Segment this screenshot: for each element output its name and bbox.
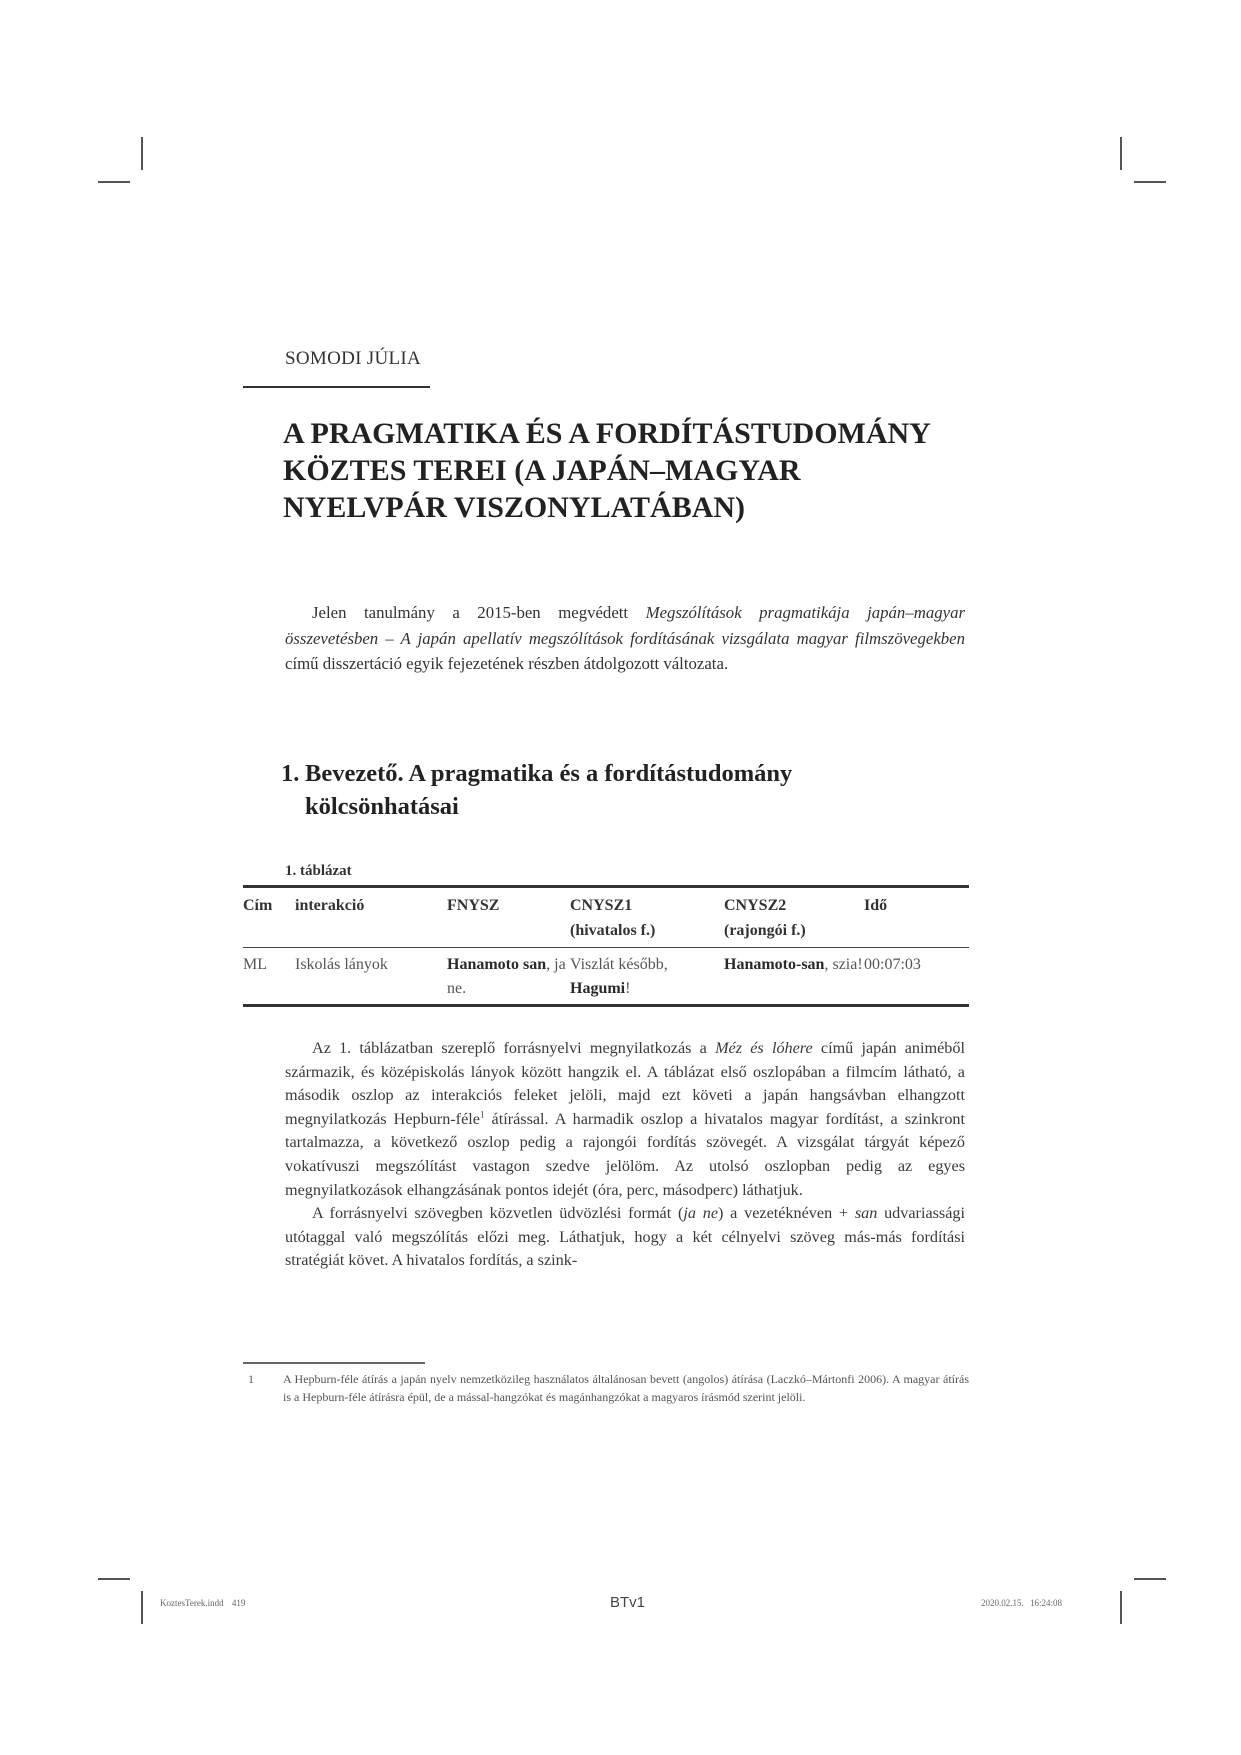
author-name: SOMODI JÚLIA <box>285 348 422 369</box>
header-cnysz1: CNYSZ1 (hivatalos f.) <box>570 897 656 939</box>
crop-mark-top-right-vertical <box>1120 137 1122 170</box>
abstract-text: című disszertáció egyik fejezetének részben átdolgozott változata. <box>285 654 729 673</box>
cell-ido: 00:07:03 <box>864 956 921 973</box>
header-sub: (hivatalos f.) <box>570 922 656 939</box>
table-header-row <box>243 887 969 948</box>
abstract-text: Jelen tanulmány a 2015-ben megvédett <box>312 603 646 622</box>
footer-timestamp: 2020.02.15. 16:24:08 <box>981 1598 1063 1608</box>
header-interakcio: interakció <box>295 897 365 914</box>
body-paragraph: Az 1. táblázatban szereplő forrásnyelvi megnyilatkozás a Méz és lóhere című japán animéből származik, és középiskolás lányok között hangzik el. A táblázat első oszlopában a filmcím látható, a második oszlop az interakciós feleket jelöli, majd ezt követi a japán hangsávban elhangzott megnyilatkozás Hepburn-féle$^1$ átírással. A harmadik oszlop a hivatalos magyar fordítást, a szinkront tartalmazza, a következő oszlop pedig a rajongói fordítás szövegét. A vizsgálat tárgyát képező vokatívuszi megszólítást vastagon szedve jelölöm. Az utolsó oszlopban pedig az egyes megnyilatkozások elhangzásának pontos idejét (óra, perc, másodperc) láthatjuk. <box>285 1039 966 1199</box>
table-row <box>243 948 969 1006</box>
table-caption: 1. táblázat <box>285 863 352 879</box>
footnote-text: A Hepburn-féle átírás a japán nyelv nemzetközileg használatos általánosan bevett (angolos) átírása (Laczkó–Mártonfi 2006). A magyar átírás is a Hepburn-féle átírásra épül, de a mással-hangzókat és magánhangzókat a magyaros írásmód szerint jelöli. <box>283 1372 969 1404</box>
header-cnysz2: CNYSZ2 (rajongói f.) <box>724 897 806 939</box>
footer-version: BTv1 <box>610 1594 646 1611</box>
author-rule <box>243 386 430 388</box>
section-number: 1. <box>281 760 300 787</box>
crop-mark-bottom-right-horizontal <box>1134 1578 1166 1580</box>
cell-cim: ML <box>243 956 267 973</box>
cell-cnysz2: Hanamoto-san, szia! <box>724 956 863 973</box>
header-ido: Idő <box>864 897 888 914</box>
film-title: Méz és lóhere <box>715 1039 813 1057</box>
title-line: A PRAGMATIKA ÉS A FORDÍTÁSTUDOMÁNY <box>283 417 931 450</box>
footnote-number: 1 <box>248 1372 254 1386</box>
header-fnysz: FNYSZ <box>447 897 500 914</box>
footnote-reference[interactable]: 1 <box>479 1109 485 1120</box>
crop-mark-top-left-vertical <box>141 137 143 170</box>
data-table <box>243 885 969 1007</box>
footer-file-info: KoztesTerek.indd 419 <box>160 1598 246 1608</box>
body-paragraph: A forrásnyelvi szövegben közvetlen üdvözlési formát (ja ne) a vezetéknéven + san udvariassági utótaggal való megszólítás előzi meg. Láthatjuk, hogy a két célnyelvi szöveg más-más fordítási stratégiát követ. A hivatalos fordítás, a szink- <box>285 1204 965 1270</box>
cell-interakcio: Iskolás lányok <box>295 956 388 973</box>
header-cim: Cím <box>243 897 273 914</box>
section-title: Bevezető. A pragmatika és a fordítástudomány <box>305 760 793 787</box>
cell-cnysz1: Viszlát később, Hagumi! <box>570 956 668 997</box>
title-line: KÖZTES TEREI (A JAPÁN–MAGYAR <box>283 454 801 487</box>
section-heading <box>281 757 961 823</box>
title-line: NYELVPÁR VISZONYLATÁBAN) <box>283 491 746 524</box>
section-title-continued: kölcsönhatásai <box>305 793 459 820</box>
body-text <box>285 1037 965 1273</box>
cell-fnysz: Hanamoto san, ja ne. <box>447 956 566 997</box>
header-sub: (rajongói f.) <box>724 922 806 939</box>
abstract-paragraph <box>285 600 965 677</box>
crop-mark-bottom-right-vertical <box>1120 1591 1122 1624</box>
footnote-rule <box>243 1362 425 1364</box>
crop-mark-top-right-horizontal <box>1134 181 1166 183</box>
crop-mark-bottom-left-horizontal <box>98 1578 130 1580</box>
crop-mark-top-left-horizontal <box>98 181 130 183</box>
crop-mark-bottom-left-vertical <box>141 1591 143 1624</box>
article-title <box>283 415 983 526</box>
dissertation-title: Megszólítások pragmatikája japán–magyar összevetésben – A japán apellatív megszólítások fordításának vizsgálata magyar filmszövegekben <box>285 603 965 648</box>
